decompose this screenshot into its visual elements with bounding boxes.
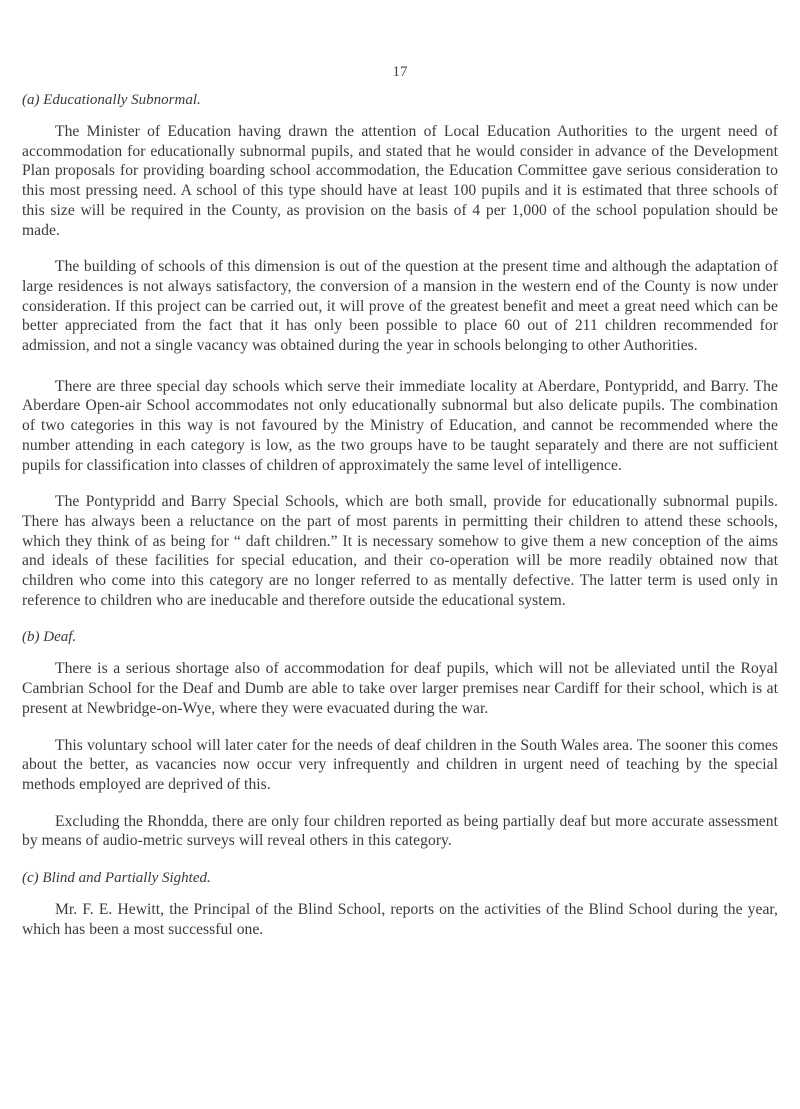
section-title: Educationally Subnormal. — [43, 92, 201, 108]
paragraph: There are three special day schools which serve their immediate locality at Aberdare, Pontypridd, and Barry. The Aberdare Open-air School accommodates not only educationally subnormal but also delicate pupils. The combination of two categories in this way is not favoured by the Ministry of Education, and cannot be recommended where the number attending in each category is low, as the two groups have to be taught separately and there are not sufficient pupils for classification into classes of children of approximately the same level of intelligence. — [22, 377, 778, 474]
paragraph: The building of schools of this dimension is out of the question at the present time and although the adaptation of large residences is not always satisfactory, the conversion of a mansion in the western end of the County is now under consideration. If this project can be carried out, it will prove of the greatest benefit and meet a great need which can be better appreciated from the fact that it has only been possible to place 60 out of 211 children recommended for admission, and not a single vacancy was obtained during the year in schools belonging to other Authorities. — [22, 258, 778, 355]
section-deaf — [22, 627, 778, 851]
paragraph: The Pontypridd and Barry Special Schools, which are both small, provide for educationally subnormal pupils. There has always been a reluctance on the part of most parents in permitting their children to attend these schools, which they think of as being for “ daft children.” It is necessary somehow to give them a new conception of the aims and ideals of these facilities for special education, and their co-operation will be more readily obtained now that children who come into this category are no longer referred to as mentally defective. The latter term is used only in reference to children who are ineducable and therefore outside the educational system. — [22, 493, 778, 609]
section-letter: (b) — [22, 629, 40, 646]
page-content — [22, 90, 778, 957]
section-heading — [22, 627, 778, 647]
paragraph: Mr. F. E. Hewitt, the Principal of the Blind School, reports on the activities of the Blind School during the year, which has been a most successful one. — [22, 901, 778, 938]
section-title: Blind and Partially Sighted. — [42, 870, 211, 887]
section-heading — [22, 90, 778, 110]
paragraph: Excluding the Rhondda, there are only four children reported as being partially deaf but more accurate assessment by means of audio-metric surveys will reveal others in this category. — [22, 812, 778, 850]
section-educationally-subnormal — [22, 90, 778, 610]
page-number: 17 — [392, 64, 408, 80]
section-heading — [22, 868, 778, 888]
section-letter: (a) — [22, 92, 40, 108]
section-title: Deaf. — [43, 629, 77, 646]
paragraph: This voluntary school will later cater for the needs of deaf children in the South Wales area. The sooner this comes about the better, as vacancies now occur very infrequently and children in urgent need of teaching by the special methods employed are deprived of this. — [22, 736, 778, 793]
paragraph: The Minister of Education having drawn the attention of Local Education Authorities to the urgent need of accommodation for educationally subnormal pupils, and stated that he would consider in advance of the Development Plan proposals for providing boarding school accommodation, the Education Committee gave serious consideration to this most pressing need. A school of this type should have at least 100 pupils and it is estimated that three schools of this size will be required in the County, as provision on the basis of 4 per 1,000 of the school population should be made. — [22, 123, 778, 239]
section-letter: (c) — [22, 870, 39, 887]
section-blind-partially-sighted — [22, 868, 778, 939]
paragraph: There is a serious shortage also of accommodation for deaf pupils, which will not be alleviated until the Royal Cambrian School for the Deaf and Dumb are able to take over larger premises near Cardiff for their school, which is at present at Newbridge-on-Wye, where they were evacuated during the war. — [22, 660, 778, 717]
